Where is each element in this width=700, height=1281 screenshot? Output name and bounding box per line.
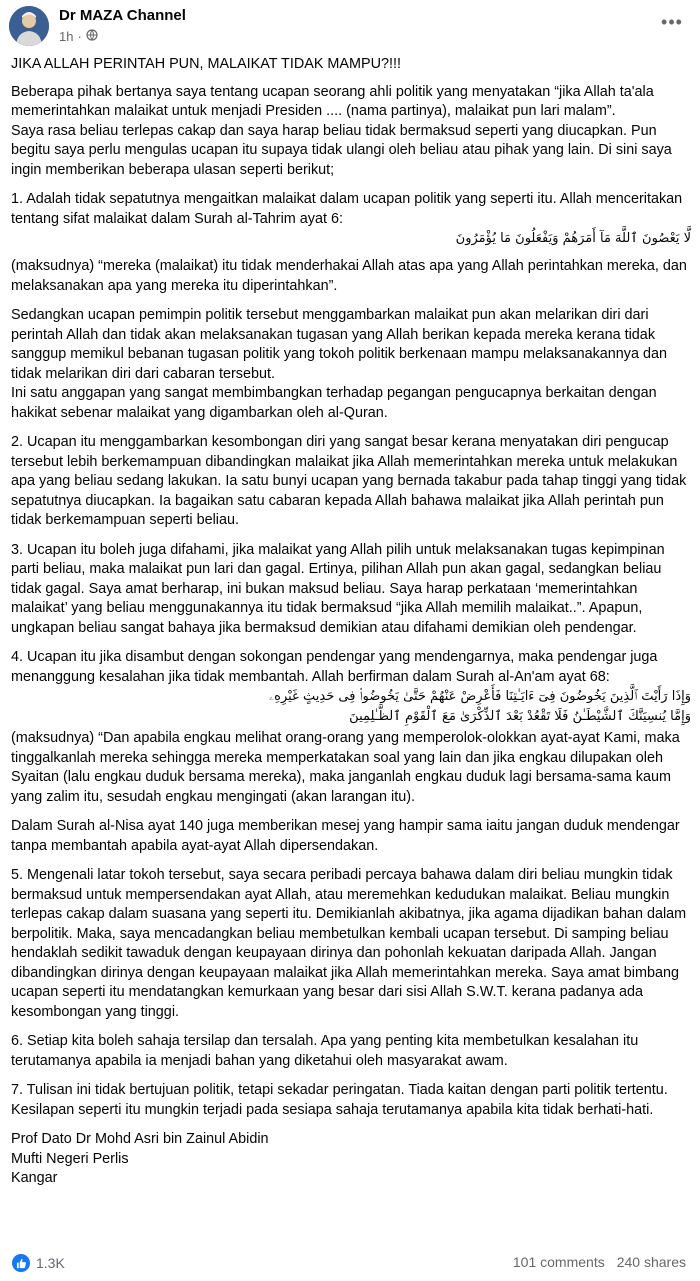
comments-count[interactable]: 101 comments bbox=[512, 1254, 605, 1270]
post-paragraph: 6. Setiap kita boleh sahaja tersilap dan tersalah. Apa yang penting kita membetulkan kesalahan itu terutamanya apabila ia menjadi bahan yang diketahui oleh masyarakat awam. bbox=[11, 1033, 639, 1069]
post-signature: Prof Dato Dr Mohd Asri bin Zainul Abidin Mufti Negeri Perlis Kangar bbox=[11, 1131, 269, 1186]
post-meta bbox=[59, 29, 98, 44]
globe-icon bbox=[86, 29, 98, 44]
post-paragraph: Beberapa pihak bertanya saya tentang ucapan seorang ahli politik yang menyatakan “jika Allah ta'ala memerintahkan malaikat untuk menjadi Presiden .... (nama partinya), malaikat pun lari malam”. Saya rasa beliau terlepas cakap dan saya harap beliau tidak bermaksud seperti yang diucapkan. Pun begitu saya perlu mengulas ucapan itu supaya tidak ulangi oleh beliau atau pihak yang lain. Di sini saya ingin memberikan beberapa ulasan seperti berikut; bbox=[11, 83, 672, 178]
post-paragraph: 7. Tulisan ini tidak bertujuan politik, tetapi sekadar peringatan. Tiada kaitan dengan parti politik tertentu. Kesilapan seperti itu mungkin terjadi pada sesiapa sahaja terutamanya apabila kita tidak berhati-hati. bbox=[11, 1082, 668, 1118]
post-title: JIKA ALLAH PERINTAH PUN, MALAIKAT TIDAK MAMPU?!!! bbox=[11, 56, 401, 72]
more-options-button[interactable]: ••• bbox=[661, 11, 683, 32]
reactions[interactable] bbox=[12, 1254, 65, 1272]
post-paragraph: (maksudnya) “mereka (malaikat) itu tidak menderhakai Allah atas apa yang Allah perintahkan mereka, dan melaksanakan apa yang mereka itu diperintahkan”. bbox=[11, 258, 687, 294]
like-count[interactable]: 1.3K bbox=[36, 1255, 65, 1271]
shares-count[interactable]: 240 shares bbox=[616, 1254, 686, 1270]
arabic-verse: لَّا يَعْصُونَ ٱللَّهَ مَآ أَمَرَهُمْ وَيَفْعَلُونَ مَا يُؤْمَرُونَ bbox=[455, 231, 691, 246]
post-time[interactable]: 1h bbox=[59, 29, 74, 44]
engagement-counts bbox=[513, 1254, 686, 1270]
post-paragraph: 4. Ucapan itu jika disambut dengan sokongan pendengar yang mendengarnya, maka pendengar juga menanggung kesalahan jika tidak membantah. Allah berfirman dalam Surah al-An'am ayat 68: bbox=[11, 649, 658, 685]
meta-separator: · bbox=[77, 29, 82, 44]
like-icon bbox=[12, 1254, 30, 1272]
post-paragraph: 3. Ucapan itu boleh juga difahami, jika malaikat yang Allah pilih untuk melaksanakan tugas kepimpinan parti beliau, maka malaikat pun lari dan gagal. Ertinya, pilihan Allah pun akan gagal, sedangkan beliau tidak gagal. Saya amat berharap, ini bukan maksud beliau. Saya harap perkataan ‘memerintahkan malaikat’ yang beliau menggunakannya itu tidak bermaksud “jika Allah memilih malaikat..”. Apapun, ungkapan beliau sangat bahaya jika bermaksud demikian atau difahami demikian oleh pendengar. bbox=[11, 541, 665, 636]
post-paragraph: Dalam Surah al-Nisa ayat 140 juga memberikan mesej yang hampir sama iaitu jangan duduk mendengar tanpa membantah apabila ayat-ayat Allah dipersendakan. bbox=[11, 818, 680, 854]
post-paragraph: 5. Mengenali latar tokoh tersebut, saya secara peribadi percaya bahawa dalam diri beliau mungkin tidak bermaksud untuk mempersendakan ayat Allah, atau meremehkan kedudukan malaikat. Beliau mungkin terlepas cakap dalam suasana yang seperti itu. Demikianlah akibatnya, jika agama dijadikan bahan dalam berpolitik. Maka, saya mencadangkan beliau membetulkan kembali ucapan tersebut. Di samping beliau hendaklah sedikit tawaduk dengan keupayaan dirinya dan pohonlah kekuatan daripada Allah. Jangan dibandingkan dirinya dengan keupayaan malaikat jika Allah memerintahkan mereka. Saya amat bimbang ucapan seperti itu mendatangkan kemurkaan yang besar dari sisi Allah S.W.T. kerana padanya ada kesombongan yang tinggi. bbox=[11, 867, 687, 1020]
avatar[interactable] bbox=[9, 6, 49, 46]
post-paragraph: 2. Ucapan itu menggambarkan kesombongan diri yang sangat besar kerana menyatakan diri pengucap tersebut lebih berkemampuan dibandingkan malaikat jika Allah memerintahkan mereka untuk melakukan apa yang beliau sedang lakukan. Ia satu bunyi ucapan yang bernada takabur pada tahap tinggi yang tidak sepatutnya diucapkan. Ia bagaikan satu cabaran kepada Allah bahawa malaikat jika Allah perintah pun tidak berkemampuan seperti beliau. bbox=[11, 434, 687, 528]
post-paragraph: (maksudnya) “Dan apabila engkau melihat orang-orang yang memperolok-olokkan ayat-ayat Kami, maka tinggalkanlah mereka sehingga mereka memperkatakan soal yang lain dan jika engkau dilupakan oleh Syaitan (lalu engkau duduk bersama mereka), maka janganlah engkau duduk lagi bersama-sama kaum yang zalim itu, sesudah engkau mengingati (akan larangan itu). bbox=[11, 730, 680, 805]
post-paragraph: Sedangkan ucapan pemimpin politik tersebut menggambarkan malaikat pun akan melarikan diri dari perintah Allah dan tidak akan melaksanakan tugasan yang Allah berikan kepada mereka kerana tidak sanggup memikul bebanan tugasan politik yang tokoh politik berkenaan mampu melaksanakannya dan tidak melarikan diri dari cabaran tersebut. Ini satu anggapan yang sangat membimbangkan terhadap pegangan pengucapnya berkaitan dengan hakikat sebenar malaikat yang digambarkan oleh al-Quran. bbox=[11, 307, 667, 421]
post-paragraph: 1. Adalah tidak sepatutnya mengaitkan malaikat dalam ucapan politik yang seperti itu. Allah menceritakan tentang sifat malaikat dalam Surah al-Tahrim ayat 6: bbox=[11, 191, 683, 227]
author-name[interactable]: Dr MAZA Channel bbox=[59, 7, 186, 24]
arabic-verse: وَإِذَا رَأَيْتَ ٱلَّذِينَ يَخُوضُونَ فِىٓ ءَايَـٰتِنَا فَأَعْرِضْ عَنْهُمْ حَتَّىٰ يَخُوضُوا۟ فِى حَدِيثٍ غَيْرِهِۦ وَإِمَّا يُنسِيَنَّكَ ٱلشَّيْطَـٰنُ فَلَا تَقْعُدْ بَعْدَ ٱلذِّكْرَىٰ مَعَ ٱلْقَوْمِ ٱلظَّـٰلِمِينَ bbox=[269, 689, 691, 724]
post-footer bbox=[0, 1244, 700, 1281]
post-body bbox=[11, 55, 691, 1199]
avatar-image bbox=[9, 6, 49, 46]
post-header bbox=[0, 0, 700, 52]
